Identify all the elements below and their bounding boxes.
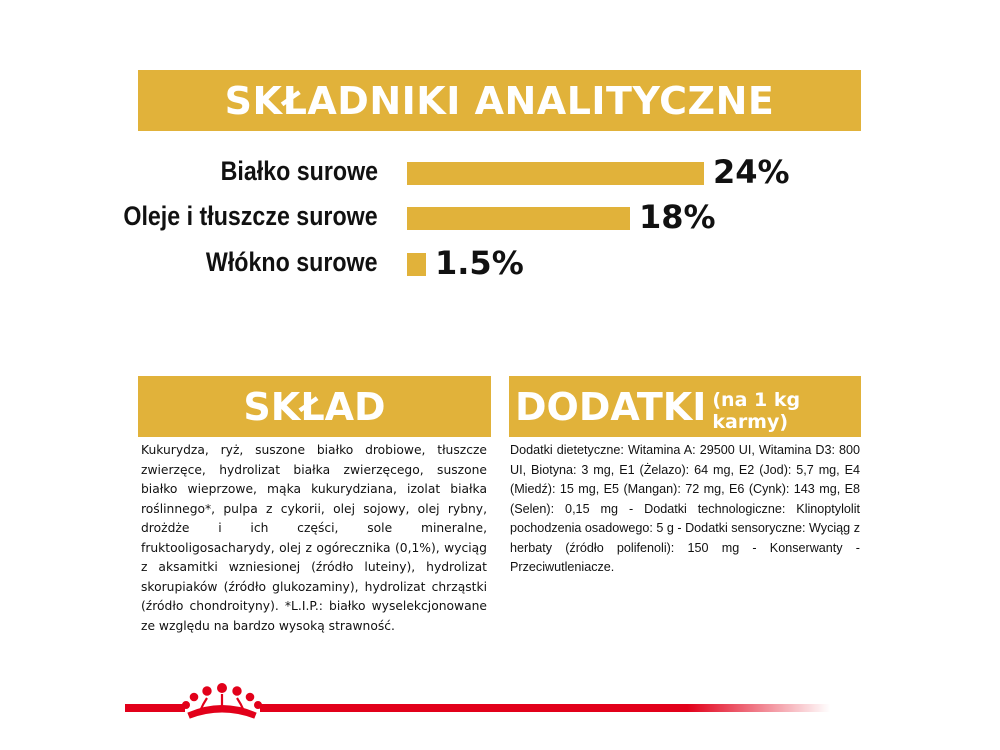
analytic-row-bar <box>407 162 704 185</box>
analytic-row-label: Białko surowe <box>220 156 378 186</box>
analytic-row-value: 24% <box>713 153 790 191</box>
brand-footer <box>0 680 1000 720</box>
analytic-row-value: 1.5% <box>435 244 524 282</box>
brand-line-left <box>125 704 185 712</box>
analytic-row <box>0 152 1000 196</box>
additives-subtitle: (na 1 kg karmy) <box>712 389 801 433</box>
analytic-row <box>0 197 1000 241</box>
composition-banner <box>138 376 491 437</box>
analytic-row-label: Oleje i tłuszcze surowe <box>123 201 378 231</box>
analytic-row <box>0 243 1000 287</box>
analytic-title: SKŁADNIKI ANALITYCZNE <box>224 78 775 123</box>
additives-text: Dodatki dietetyczne: Witamina A: 29500 UI, Witamina D3: 800 UI, Biotyna: 3 mg, E1 (Żelazo): 64 mg, E2 (Jod): 5,7 mg, E4 (Miedź): 15 mg, E5 (Mangan): 72 mg, E6 (Cynk): 143 mg, E8 (Selen): 0,15 mg - Dodatki technologiczne: Klinoptylolit pochodzenia osadowego: 5 g - Dodatki sensoryczne: Wyciąg z herbaty (źródło polifenoli): 150 mg - Konserwanty - Przeciwutleniacze. <box>510 443 860 574</box>
analytic-row-bar <box>407 253 426 276</box>
additives-title: DODATKI <box>515 384 707 429</box>
brand-line-right <box>260 704 830 712</box>
crown-icon <box>183 684 262 719</box>
additives-banner <box>509 376 861 437</box>
composition-title: SKŁAD <box>243 384 386 429</box>
composition-text: Kukurydza, ryż, suszone białko drobiowe, tłuszcze zwierzęce, hydrolizat białka zwierzęcego, suszone białko wieprzowe, mąka kukurydziana, izolat białka roślinnego*, pulpa z cykorii, olej sojowy, olej rybny, drożdże i ich części, sole mineralne, fruktooligosacharydy, olej z ogórecznika (0,1%), wyciąg z aksamitki wzniesionej (źródło luteiny), hydrolizat skorupiaków (źródło glukozaminy), hydrolizat chrząstki (źródło chondroityny). *L.I.P.: białko wyselekcjonowane ze względu na bardzo wysoką strawność. <box>141 443 487 633</box>
analytic-banner <box>138 70 861 131</box>
analytic-row-label: Włókno surowe <box>206 247 378 277</box>
analytic-row-value: 18% <box>639 198 716 236</box>
analytic-row-bar <box>407 207 630 230</box>
